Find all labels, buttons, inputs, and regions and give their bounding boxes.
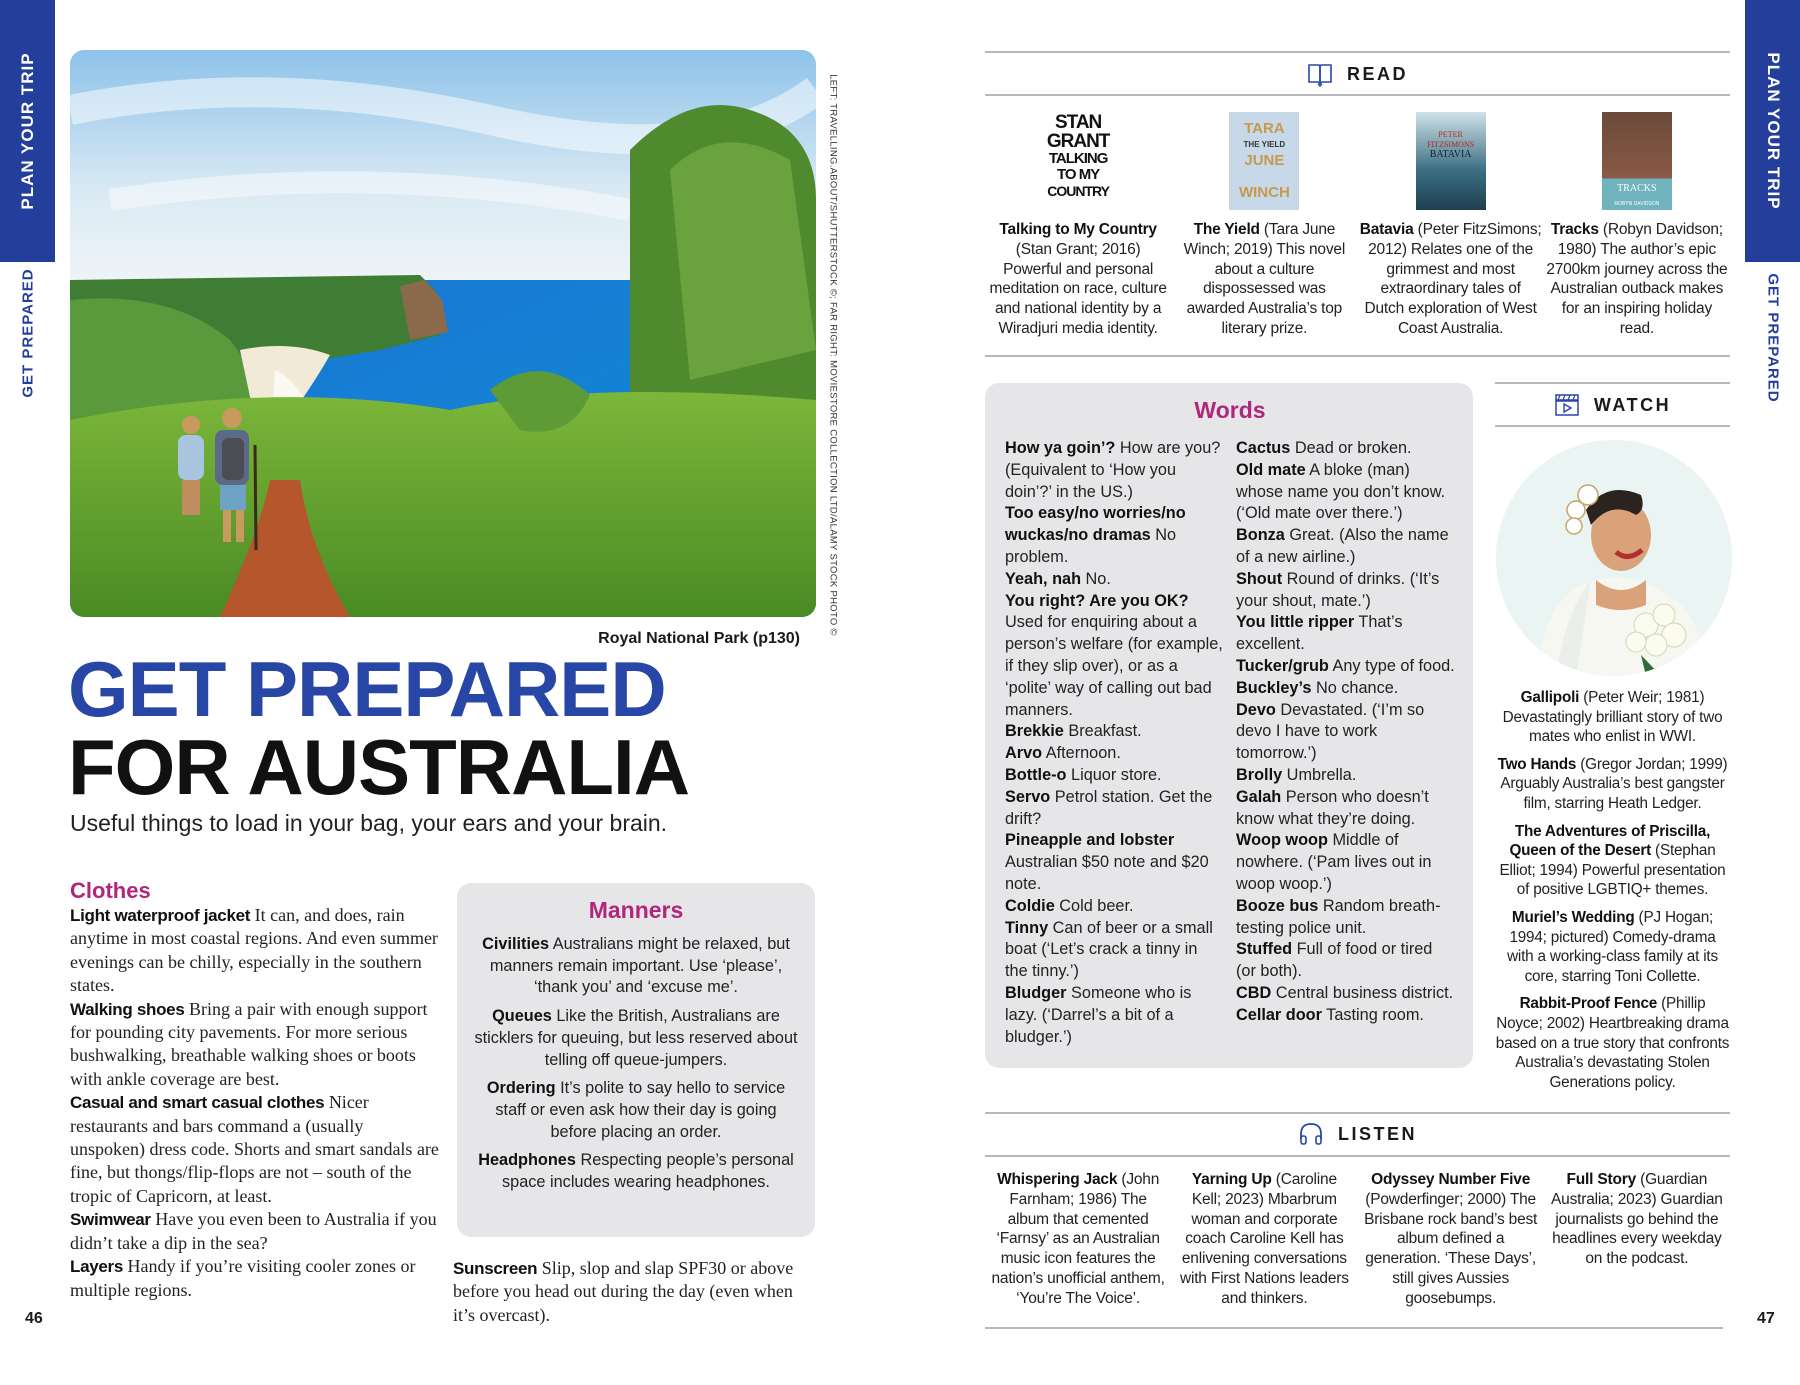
book-item: TARA THE YIELD JUNE WINCH The Yield (Tara June Winch; 2019) This novel about a culture dispossessed was awarded Australia’s top literary prize. (1171, 112, 1357, 339)
book-cover: PETER FITZSIMONS BATAVIA (1416, 112, 1486, 210)
glossary-entry: Woop woop Middle of nowhere. (‘Pam lives out in woop woop.’) (1236, 831, 1432, 893)
album-item: Full Story (Guardian Australia; 2023) Guardian journalists go behind the headlines every weekday on the podcast. (1551, 1171, 1723, 1268)
glossary-entry: Cellar door Tasting room. (1236, 1005, 1424, 1024)
clothes-item: Light waterproof jacket It can, and does, rain anytime in most coastal regions. And even summer evenings can be chilly, especially in the southern states. (70, 905, 438, 996)
glossary-entry: Tinny Can of beer or a small boat (‘Let’s crack a tinny in the tinny.’) (1005, 918, 1213, 981)
listen-label: LISTEN (1337, 1123, 1417, 1144)
film-list (1495, 688, 1730, 1100)
divider (985, 1327, 1723, 1329)
page-title-line1: GET PREPARED (68, 645, 666, 733)
glossary-entry: How ya goin’? How are you? (Equivalent to ‘How you doin’?’ in the US.) (1005, 439, 1221, 501)
section-tab-label: PLAN YOUR TRIP (1763, 52, 1783, 210)
book-cover: TARA THE YIELD JUNE WINCH (1229, 112, 1299, 210)
headphones-icon (1298, 1121, 1324, 1147)
album-item: Yarning Up (Caroline Kell; 2023) Mbarbrum woman and corporate coach Caroline Kell has enlivening conversations with First Nations leaders and thinkers. (1179, 1171, 1349, 1307)
film-item: Muriel’s Wedding (PJ Hogan; 1994; pictured) Comedy-drama with a working-class family at its core, starring Toni Collette. (1507, 908, 1718, 985)
page-number-left: 46 (25, 1310, 43, 1327)
glossary-entry: Devo Devastated. (‘I’m so devo I have to work tomorrow.’) (1236, 700, 1425, 763)
glossary-entry: Buckley’s No chance. (1236, 678, 1399, 697)
manners-item: Ordering It’s polite to say hello to service staff or even ask how their day is going before placing an order. (486, 1079, 786, 1141)
chapter-tab-get-prepared-right[interactable] (1745, 268, 1800, 408)
glossary-entry: You little ripper That’s excellent. (1236, 613, 1403, 654)
chapter-tab-get-prepared[interactable] (0, 268, 55, 398)
book-item: PETER FITZSIMONS BATAVIA Batavia (Peter FitzSimons; 2012) Relates one of the grimmest and most extraordinary tales of Dutch exploration of West Coast Australia. (1358, 112, 1544, 339)
glossary-entry: Bludger Someone who is lazy. (‘Darrel’s a bit of a bludger.’) (1005, 983, 1192, 1046)
section-tab-label: PLAN YOUR TRIP (17, 52, 37, 210)
glossary-entry: Galah Person who doesn’t know what they’re doing. (1236, 787, 1429, 828)
section-tab-plan-your-trip-right[interactable] (1745, 0, 1800, 262)
album-item: Whispering Jack (John Farnham; 1986) The album that cemented ‘Farnsy’ as an Australian music icon features the nation’s unofficial anthem, ‘You’re The Voice’. (991, 1171, 1165, 1307)
manners-item: Civilities Australians might be relaxed, but manners remain important. Use ‘please’, ‘thank you’ and ‘excuse me’. (482, 935, 790, 997)
watch-header (1495, 389, 1730, 421)
glossary-entry: CBD Central business district. (1236, 983, 1454, 1002)
glossary-entry: Brolly Umbrella. (1236, 765, 1357, 784)
film-item: Rabbit-Proof Fence (Phillip Noyce; 2002) Heartbreaking drama based on a true story that confronts Australia’s devastating Stolen Generations policy. (1495, 995, 1730, 1091)
glossary-entry: Booze bus Random breath-testing police unit. (1236, 896, 1441, 937)
glossary-entry: Arvo Afternoon. (1005, 744, 1121, 763)
words-column-2 (1236, 438, 1455, 1048)
book-list (985, 112, 1730, 339)
divider (985, 1155, 1730, 1157)
glossary-entry: Pineapple and lobster Australian $50 note and $20 note. (1005, 831, 1209, 893)
hero-photo (70, 50, 816, 617)
glossary-entry: Coldie Cold beer. (1005, 896, 1134, 915)
listen-header (985, 1118, 1730, 1150)
book-cover: STAN GRANT TALKING TO MY COUNTRY (1043, 112, 1113, 210)
clothes-item: Swimwear Have you even been to Australia if you didn’t take a dip in the sea? (70, 1209, 437, 1253)
divider (985, 51, 1730, 53)
words-column-1 (1005, 438, 1224, 1048)
album-item: Odyssey Number Five (Powderfinger; 2000) The Brisbane rock band’s best album defined a generation. ‘These Days’, still gives Aussies goosebumps. (1364, 1171, 1538, 1307)
clothes-item: Layers Handy if you’re visiting cooler zones or multiple regions. (70, 1256, 416, 1300)
divider (985, 1112, 1730, 1114)
glossary-entry: Bottle-o Liquor store. (1005, 765, 1162, 784)
chapter-tab-label: GET PREPARED (1764, 273, 1781, 403)
read-header (985, 58, 1730, 90)
glossary-entry: Stuffed Full of food or tired (or both). (1236, 940, 1433, 981)
page-number-right: 47 (1757, 1310, 1775, 1327)
glossary-entry: Shout Round of drinks. (‘It’s your shout, mate.’) (1236, 569, 1440, 610)
read-label: READ (1346, 63, 1408, 84)
glossary-entry: Tucker/grub Any type of food. (1236, 656, 1455, 675)
manners-item: Queues Like the British, Australians are sticklers for queuing, but less reserved about telling off queue-jumpers. (474, 1007, 798, 1069)
manners-box (457, 883, 815, 1237)
film-item: The Adventures of Priscilla, Queen of the Desert (Stephan Elliot; 1994) Powerful presentation of positive LGBTIQ+ themes. (1499, 822, 1726, 899)
page-title-line2: FOR AUSTRALIA (68, 723, 690, 811)
glossary-entry: Brekkie Breakfast. (1005, 722, 1142, 741)
sunscreen-item: Sunscreen Slip, slop and slap SPF30 or above before you head out during the day (even when it’s overcast). (453, 1258, 794, 1325)
clothes-item: Walking shoes Bring a pair with enough support for pounding city pavements. For more serious bushwalking, breathable walking shoes or boots with ankle coverage are best. (70, 998, 428, 1089)
glossary-entry: Servo Petrol station. Get the drift? (1005, 787, 1213, 828)
glossary-entry: Old mate A bloke (man) whose name you don’t know. (‘Old mate over there.’) (1236, 460, 1446, 523)
chapter-tab-label: GET PREPARED (19, 268, 36, 398)
words-box (985, 383, 1473, 1068)
glossary-entry: Cactus Dead or broken. (1236, 439, 1412, 457)
film-item: Two Hands (Gregor Jordan; 1999) Arguably Australia’s best gangster film, starring Heath Ledger. (1497, 755, 1728, 812)
section-tab-plan-your-trip[interactable] (0, 0, 55, 262)
open-book-icon (1307, 61, 1333, 87)
manners-heading: Manners (588, 897, 684, 923)
book-item: TRACKS ROBYN DAVIDSON Tracks (Robyn Davidson; 1980) The author’s epic 2700km journey across the Australian outback makes for an inspiring holiday read. (1544, 112, 1730, 339)
glossary-entry: Bonza Great. (Also the name of a new airline.) (1236, 526, 1449, 566)
divider (985, 94, 1730, 96)
glossary-entry: Yeah, nah No. (1005, 569, 1111, 588)
book-item: STAN GRANT TALKING TO MY COUNTRY Talking to My Country (Stan Grant; 2016) Powerful and personal meditation on race, culture and national identity by a Wiradjuri media identity. (989, 112, 1167, 337)
film-still-image (1496, 440, 1732, 676)
book-cover: TRACKS ROBYN DAVIDSON (1602, 112, 1672, 210)
glossary-entry: Too easy/no worries/no wuckas/no dramas No problem. (1005, 504, 1186, 566)
clothes-heading: Clothes (70, 878, 151, 903)
watch-label: WATCH (1593, 394, 1672, 415)
clothes-section (70, 878, 440, 1302)
page-subtitle: Useful things to load in your bag, your ears and your brain. (70, 810, 668, 836)
divider (1495, 382, 1730, 384)
album-list (985, 1170, 1730, 1309)
photo-caption: Royal National Park (p130) (598, 630, 800, 647)
words-heading: Words (1194, 397, 1266, 423)
divider (1495, 425, 1730, 427)
manners-item: Headphones Respecting people’s personal space includes wearing headphones. (478, 1151, 794, 1192)
glossary-entry: You right? Are you OK? Used for enquiring about a person’s welfare (for example, if they slip over), or as a ‘polite’ way of calling out bad manners. (1005, 591, 1223, 719)
film-still (1496, 440, 1732, 676)
film-item: Gallipoli (Peter Weir; 1981) Devastatingly brilliant story of two mates who enlist in WWI. (1502, 689, 1723, 746)
clothes-item: Casual and smart casual clothes Nicer restaurants and bars command a (usually unspoken) dress code. Shorts and smart sandals are fine, but thongs/flip-flops are not – south of the tropic of Capricorn, at least. (70, 1092, 439, 1206)
clapperboard-icon (1554, 392, 1580, 418)
photo-credit: LEFT: TRAVELLING.ABOUT/SHUTTERSTOCK ©; FAR RIGHT: MOVIESTORE COLLECTION LTD/ALAMY STOCK PHOTO © (827, 74, 839, 636)
landscape-image (70, 50, 816, 617)
divider (985, 355, 1730, 357)
